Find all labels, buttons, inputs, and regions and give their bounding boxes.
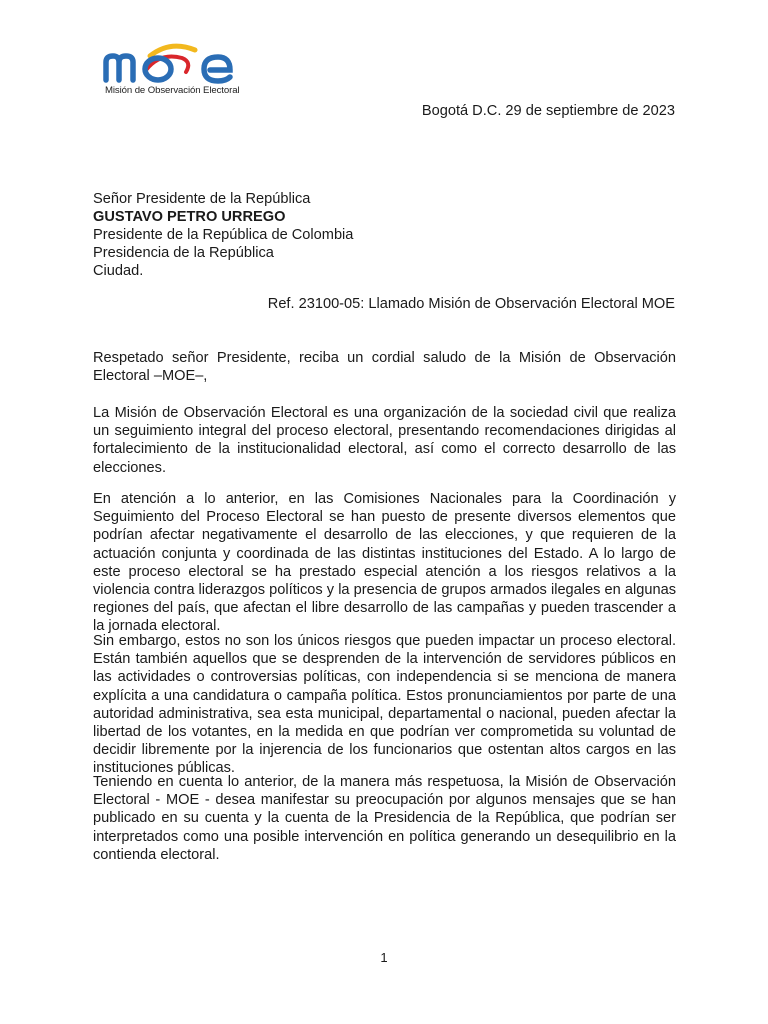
letter-date: Bogotá D.C. 29 de septiembre de 2023 [421, 103, 675, 119]
paragraph-public-servants: Sin embargo, estos no son los únicos riesgos que pueden impactar un proceso electoral. Están también aquellos que se desprenden de la intervención de servidores públicos en las actividades o controversias políticas, con independencia si se menciona de manera explícita a una candidatura o campaña política. Estos pronunciamientos por parte de una autoridad administrativa, sea esta municipal, departamental o nacional, pueden afectar la libertad de los votantes, en la medida en que podrían ver comprometida su voluntad de decidir libremente por la injerencia de los funcionarios que ostentan altos cargos en las instituciones públicas. [93, 633, 676, 777]
paragraph-concern: Teniendo en cuenta lo anterior, de la manera más respetuosa, la Misión de Observación Electoral - MOE - desea manifestar su preocupación por algunos mensajes que se han publicado en su cuenta y la cuenta de la Presidencia de la República, que podrían ser interpretados como una posible intervención en política generando un desequilibrio en la contienda electoral. [93, 774, 676, 863]
moe-logo-icon [100, 40, 240, 86]
recipient-salutation-title: Señor Presidente de la República [93, 191, 311, 207]
paragraph-moe-description: La Misión de Observación Electoral es una organización de la sociedad civil que realiza un seguimiento integral del proceso electoral, presentando recomendaciones dirigidas al fortalecimiento de la institucionalidad electoral, así como el correcto desarrollo de las elecciones. [93, 405, 676, 476]
paragraph-risks: En atención a lo anterior, en las Comisiones Nacionales para la Coordinación y Seguimiento del Proceso Electoral se han puesto de presente diversos elementos que podrían afectar negativamente el desarrollo de las elecciones, y que requieren de la actuación conjunta y coordinada de las distintas instituciones del Estado. A lo largo de este proceso electoral se ha prestado especial atención a los riesgos relativos a la violencia contra liderazgos políticos y la presencia de grupos armados ilegales en algunas regiones del país, que afectan el libre desarrollo de las campañas y pueden trascender a la jornada electoral. [93, 491, 676, 635]
recipient-block [93, 190, 353, 280]
recipient-name: GUSTAVO PETRO URREGO [93, 209, 286, 225]
recipient-position: Presidente de la República de Colombia [93, 227, 354, 243]
moe-logo [100, 40, 240, 98]
page-number: 1 [380, 950, 388, 965]
logo-subtitle: Misión de Observación Electoral [105, 85, 240, 96]
recipient-city: Ciudad. [93, 263, 144, 279]
reference-line: Ref. 23100-05: Llamado Misión de Observación Electoral MOE [267, 296, 675, 312]
paragraph-greeting: Respetado señor Presidente, reciba un cordial saludo de la Misión de Observación Electoral –MOE–, [93, 350, 676, 385]
recipient-office: Presidencia de la República [93, 245, 274, 261]
